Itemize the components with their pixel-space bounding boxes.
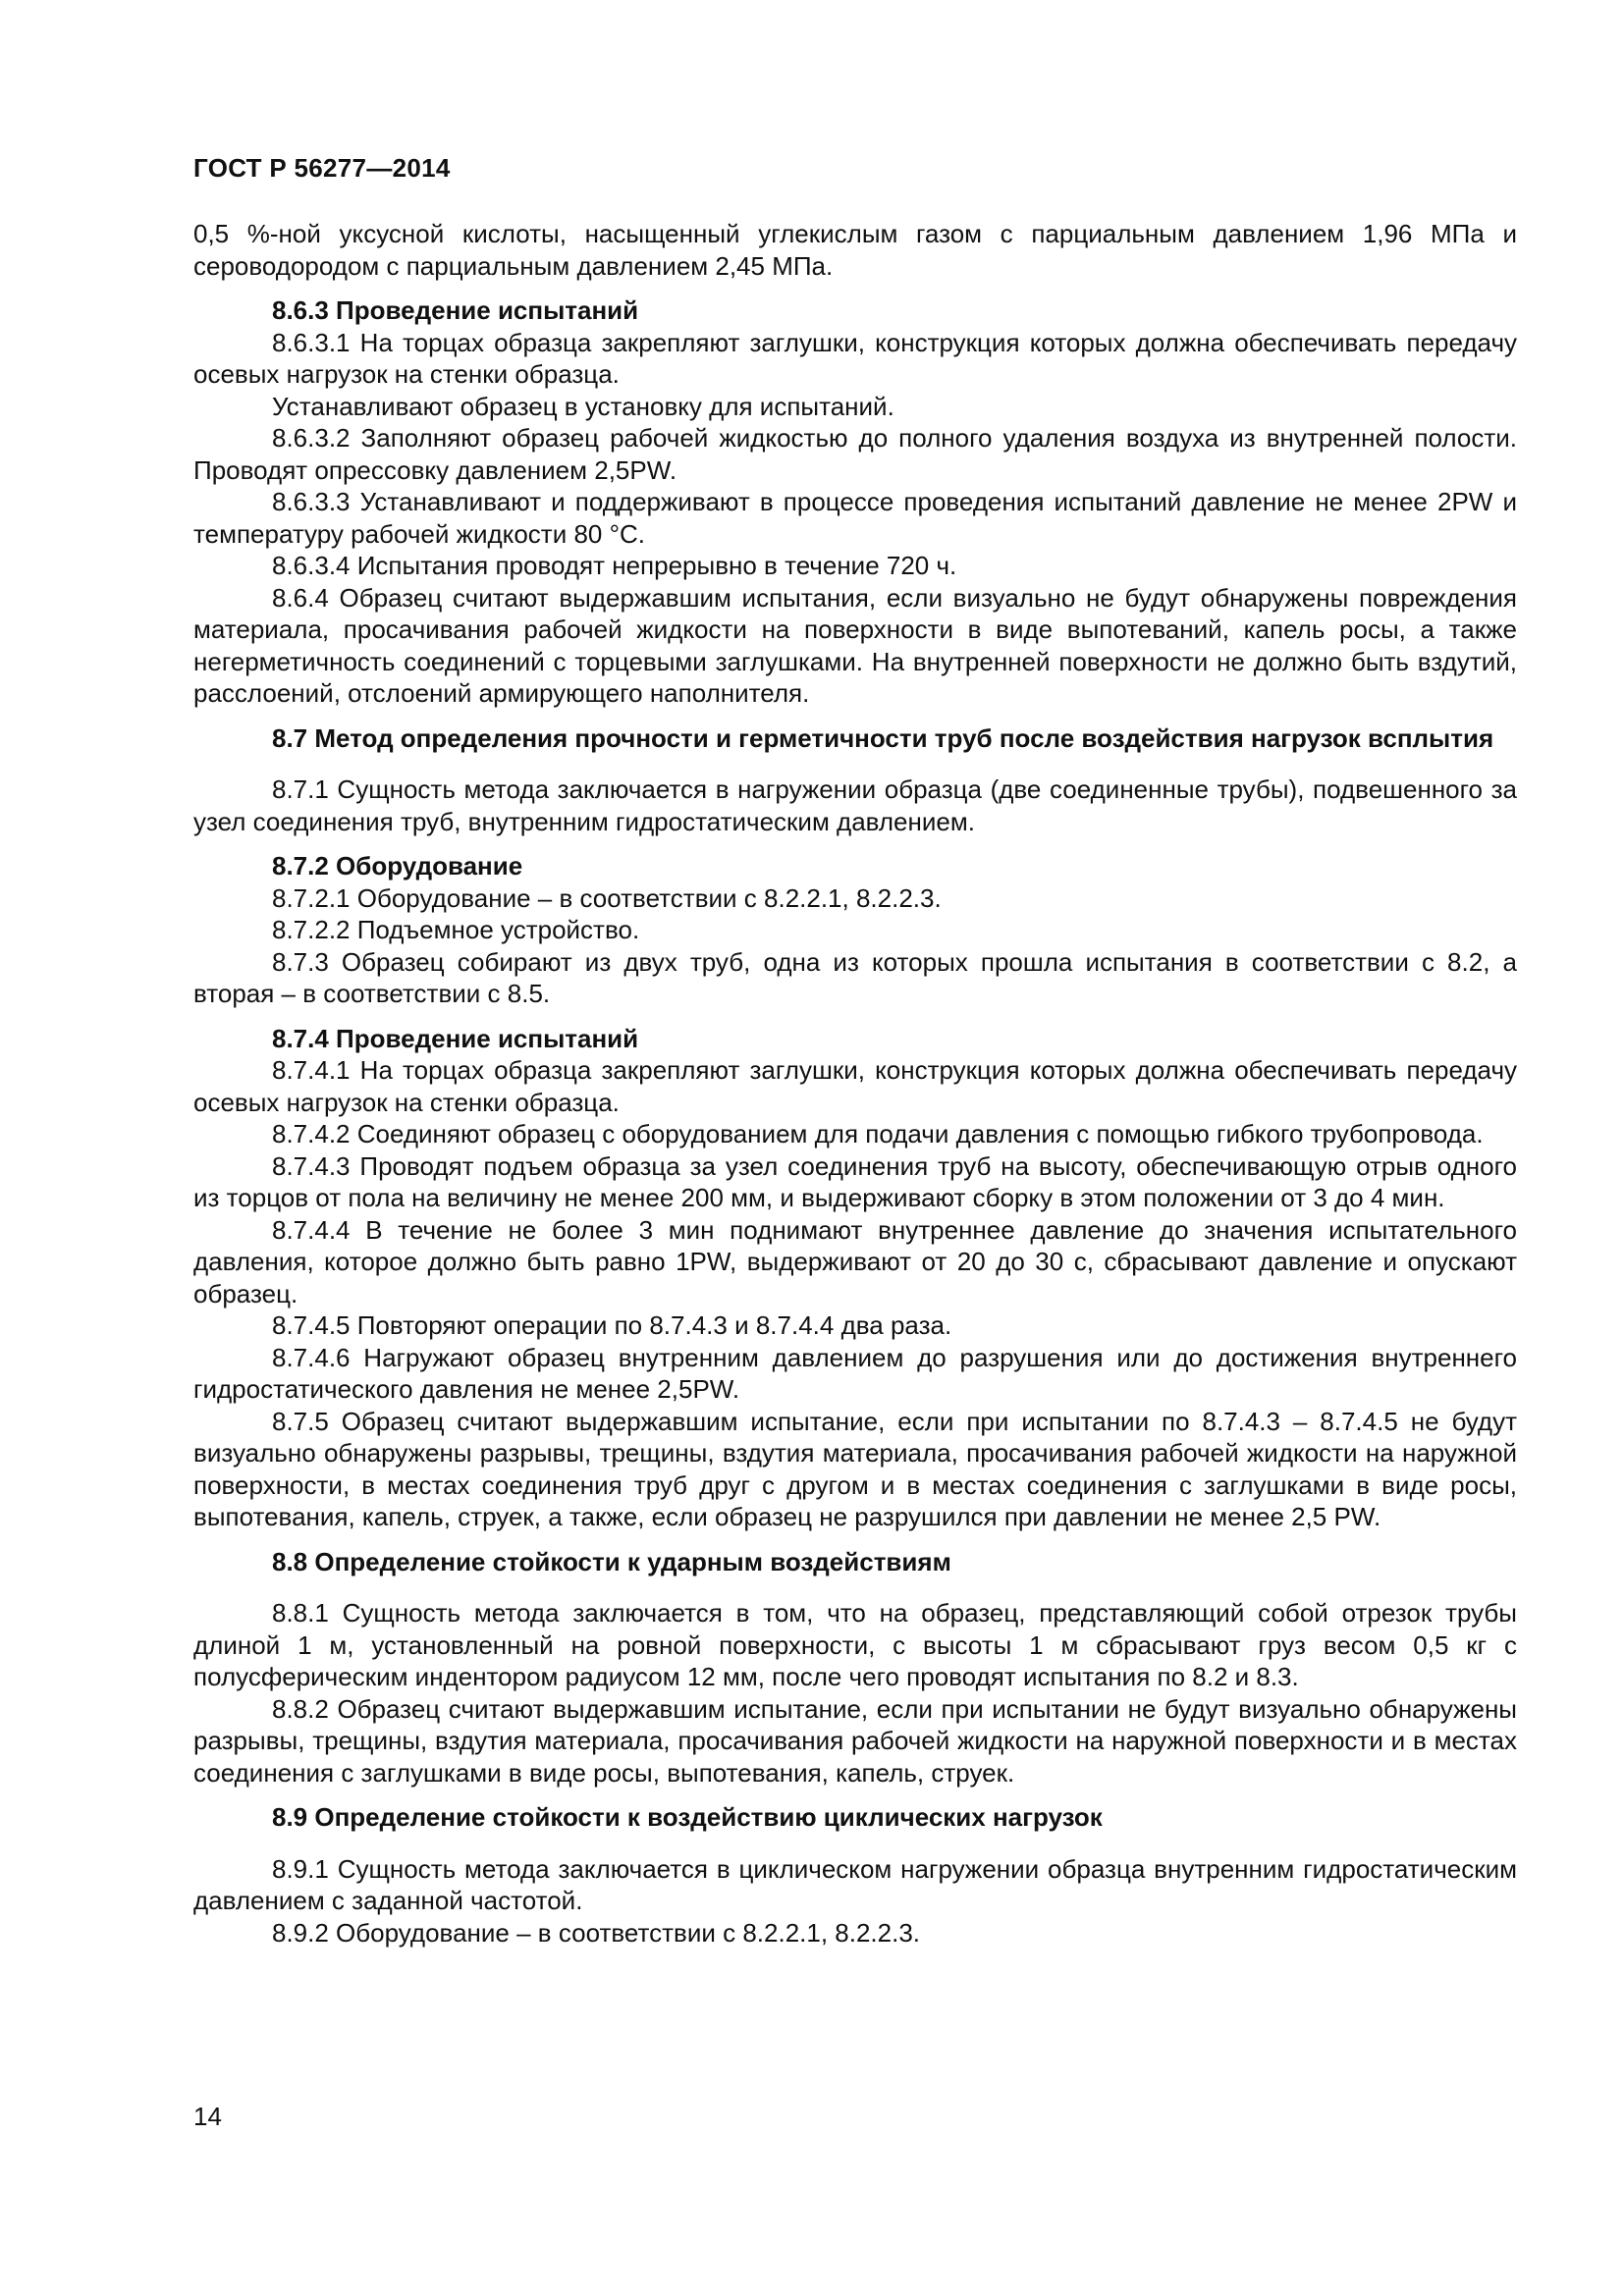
section-heading: 8.7.4 Проведение испытаний bbox=[272, 1023, 639, 1053]
section-heading: 8.9 Определение стойкости к воздействию циклических нагрузок bbox=[272, 1802, 1103, 1832]
paragraph: 8.9.2 Оборудование – в соответствии с 8.2.2.1, 8.2.2.3. bbox=[272, 1917, 921, 1948]
paragraph: 8.7.4.2 Соединяют образец с оборудованием для подачи давления с помощью гибкого трубопровода. bbox=[272, 1119, 1484, 1148]
paragraph: 0,5 %-ной уксусной кислоты, насыщенный углекислым газом с парциальным давлением 1,96 МПа и сероводородом с парциальным давлением 2,45 МПа. bbox=[193, 219, 1517, 281]
paragraph: 8.8.2 Образец считают выдержавшим испытание, если при испытании не будут визуально обнаружены разрывы, трещины, вздутия материала, просачивания рабочей жидкости на наружной поверхности и в местах соединения с заглушками в виде росы, выпотевания, капель, струек. bbox=[193, 1693, 1517, 1788]
section-heading: 8.8 Определение стойкости к ударным воздействиям bbox=[272, 1546, 951, 1576]
section-heading: 8.7 Метод определения прочности и герметичности труб после воздействия нагрузок всплытия bbox=[272, 722, 1494, 753]
document-body bbox=[193, 218, 1517, 1949]
document-header: ГОСТ Р 56277—2014 bbox=[193, 153, 451, 183]
page-number: 14 bbox=[193, 2102, 222, 2131]
paragraph: 8.7.4.6 Нагружают образец внутренним давлением до разрушения или до достижения внутреннего гидростатического давления не менее 2,5PW. bbox=[193, 1342, 1517, 1404]
paragraph: 8.7.4.4 В течение не более 3 мин поднимают внутреннее давление до значения испытательного давления, которое должно быть равно 1PW, выдерживают от 20 до 30 с, сбрасывают давление и опускают образец. bbox=[193, 1214, 1517, 1308]
paragraph: 8.6.3.4 Испытания проводят непрерывно в течение 720 ч. bbox=[272, 551, 957, 580]
paragraph: Устанавливают образец в установку для испытаний. bbox=[272, 391, 894, 421]
paragraph: 8.6.3.2 Заполняют образец рабочей жидкостью до полного удаления воздуха из внутренней полости. Проводят опрессовку давлением 2,5PW. bbox=[193, 423, 1517, 485]
paragraph: 8.7.5 Образец считают выдержавшим испытание, если при испытании по 8.7.4.3 – 8.7.4.5 не будут визуально обнаружены разрывы, трещины, вздутия материала, просачивания рабочей жидкости на наружной поверхности, в местах соединения труб друг с другом и в местах соединения с заглушками в виде росы, выпотевания, капель, струек, а также, если образец не разрушился при давлении не менее 2,5 PW. bbox=[193, 1406, 1517, 1531]
section-heading: 8.7.2 Оборудование bbox=[272, 851, 523, 881]
paragraph: 8.6.4 Образец считают выдержавшим испытания, если визуально не будут обнаружены повреждения материала, просачивания рабочей жидкости на поверхности в виде выпотеваний, капель росы, а также негерметичность соединений с торцевыми заглушками. На внутренней поверхности не должно быть вздутий, расслоений, отслоений армирующего наполнителя. bbox=[193, 582, 1517, 708]
paragraph: 8.7.1 Сущность метода заключается в нагружении образца (две соединенные трубы), подвешенного за узел соединения труб, внутренним гидростатическим давлением. bbox=[193, 774, 1517, 836]
paragraph: 8.9.1 Сущность метода заключается в циклическом нагружении образца внутренним гидростатическим давлением с заданной частотой. bbox=[193, 1853, 1517, 1915]
paragraph: 8.7.2.1 Оборудование – в соответствии с 8.2.2.1, 8.2.2.3. bbox=[272, 882, 942, 913]
paragraph: 8.7.4.5 Повторяют операции по 8.7.4.3 и 8.7.4.4 два раза. bbox=[272, 1310, 952, 1340]
section-heading: 8.6.3 Проведение испытаний bbox=[272, 295, 639, 325]
paragraph: 8.7.4.1 На торцах образца закрепляют заглушки, конструкция которых должна обеспечивать передачу осевых нагрузок на стенки образца. bbox=[193, 1055, 1517, 1117]
paragraph: 8.7.4.3 Проводят подъем образца за узел соединения труб на высоту, обеспечивающую отрыв одного из торцов от пола на величину не менее 200 мм, и выдерживают сборку в этом положении от 3 до 4 мин. bbox=[193, 1150, 1517, 1212]
paragraph: 8.6.3.1 На торцах образца закрепляют заглушки, конструкция которых должна обеспечивать передачу осевых нагрузок на стенки образца. bbox=[193, 327, 1517, 389]
paragraph: 8.8.1 Сущность метода заключается в том, что на образец, представляющий собой отрезок трубы длиной 1 м, установленный на ровной поверхности, с высоты 1 м сбрасывают груз весом 0,5 кг с полусферическим индентором радиусом 12 мм, после чего проводят испытания по 8.2 и 8.3. bbox=[193, 1598, 1517, 1691]
paragraph: 8.6.3.3 Устанавливают и поддерживают в процессе проведения испытаний давление не менее 2PW и температуру рабочей жидкости 80 °С. bbox=[193, 487, 1517, 549]
paragraph: 8.7.2.2 Подъемное устройство. bbox=[272, 915, 640, 944]
paragraph: 8.7.3 Образец собирают из двух труб, одна из которых прошла испытания в соответствии с 8.2, а вторая – в соответствии с 8.5. bbox=[193, 946, 1517, 1008]
